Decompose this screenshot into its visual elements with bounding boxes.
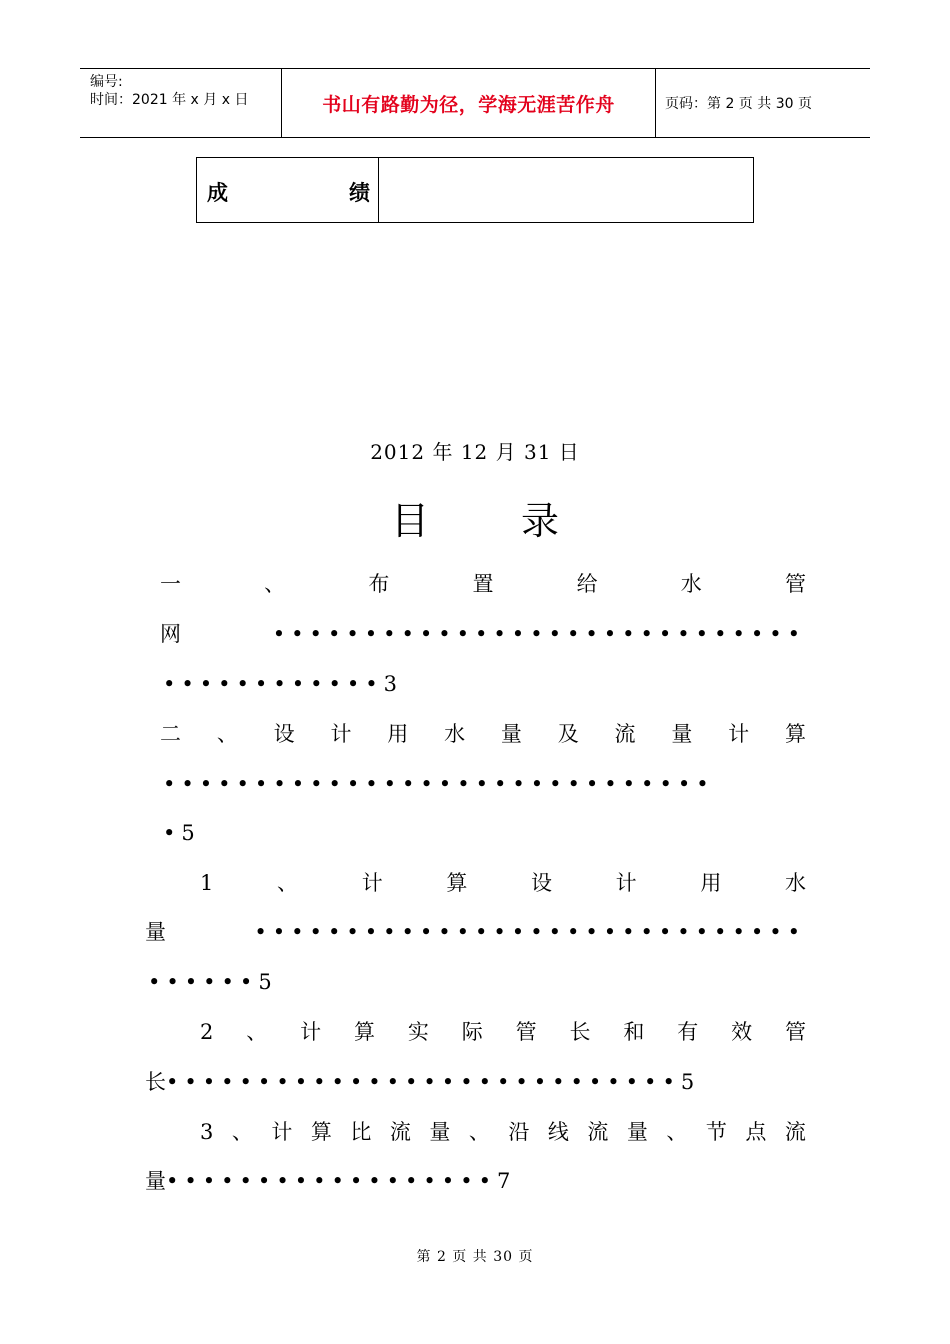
header-motto-cell: [281, 69, 656, 137]
toc-char: 量: [500, 722, 522, 746]
motto-text: 书山有路勤为径，学海无涯苦作舟: [322, 93, 615, 116]
toc-char: 、: [246, 1020, 268, 1044]
document-header: [80, 68, 870, 138]
toc-page-number: 5: [258, 970, 272, 994]
grade-box: [196, 157, 754, 223]
toc-char: 置: [472, 572, 494, 596]
grade-label-char-2: 绩: [349, 181, 370, 205]
toc-char: 、: [666, 1120, 688, 1144]
toc-char: 管: [515, 1020, 537, 1044]
toc-char: 有: [677, 1020, 699, 1044]
toc-char: 算: [310, 1120, 332, 1144]
toc-char: 管: [784, 572, 806, 596]
toc-entry-title: [160, 569, 806, 599]
toc-char: 长: [569, 1020, 591, 1044]
toc-char: 效: [731, 1020, 753, 1044]
toc-char: 量: [429, 1120, 451, 1144]
toc-entry-page-line: [145, 1067, 694, 1097]
toc-char: 设: [531, 871, 552, 895]
toc-char: 际: [461, 1020, 483, 1044]
toc-char: 、: [468, 1120, 490, 1144]
toc-char: 水: [444, 722, 466, 746]
toc-char: 和: [623, 1020, 645, 1044]
toc-char: 、: [231, 1120, 253, 1144]
toc-leader-dots: ••••••••••••••••••: [166, 1169, 497, 1193]
toc-char: 1: [200, 871, 214, 895]
toc-leader-dots: •: [163, 821, 182, 845]
toc-char: 计: [330, 722, 352, 746]
toc-leader-dots: ••••••••••••••••••••••••••••••: [163, 772, 715, 796]
toc-char: 、: [277, 871, 299, 895]
toc-wrap-text: 量: [145, 1169, 166, 1193]
toc-char: 、: [216, 722, 238, 746]
toc-leader-dots: ••••••••••••••••••••••••••••: [166, 1070, 681, 1094]
toc-char: 一: [160, 572, 181, 596]
toc-char: 沿: [508, 1120, 530, 1144]
toc-char: 流: [389, 1120, 411, 1144]
toc-leader-dots: ••••••••••••: [163, 672, 384, 696]
toc-char: 计: [728, 722, 750, 746]
toc-char: 流: [784, 1120, 806, 1144]
toc-char: 、: [264, 572, 286, 596]
toc-char: 流: [587, 1120, 609, 1144]
toc-entry-page-line: [145, 1166, 510, 1196]
grade-label-char-1: 成: [207, 181, 228, 205]
toc-char: 实: [407, 1020, 429, 1044]
toc-char: 计: [615, 871, 637, 895]
page-footer: 第 2 页 共 30 页: [416, 1249, 534, 1265]
toc-page-number: 5: [680, 1070, 695, 1094]
toc-char: 水: [784, 871, 806, 895]
toc-char: 算: [446, 871, 468, 895]
toc-entry-dots-line: [163, 769, 806, 799]
toc-char: 量: [671, 722, 693, 746]
toc-wrap-text: 长: [145, 1070, 166, 1094]
toc-entry-title: [200, 1117, 806, 1147]
toc-wrap-text: 量: [145, 920, 166, 944]
toc-entry-page-line: [148, 967, 272, 997]
toc-leader-dots: ••••••••••••••••••••••••••••••: [254, 920, 806, 944]
toc-char: 水: [680, 572, 702, 596]
toc-char: 计: [300, 1020, 322, 1044]
toc-char: 设: [273, 722, 295, 746]
toc-char: 2: [200, 1020, 214, 1044]
toc-entry-title: [200, 868, 806, 898]
toc-char: 管: [785, 1020, 806, 1044]
toc-char: 节: [705, 1120, 727, 1144]
toc-char: 计: [361, 871, 383, 895]
toc-entry-title: [200, 1017, 806, 1047]
toc-char: 用: [387, 722, 409, 746]
toc-entry-page-line: [163, 669, 397, 699]
toc-entry-dots-line: [160, 619, 806, 649]
toc-char: 比: [350, 1120, 372, 1144]
toc-entry-title: [160, 719, 806, 749]
toc-char: 算: [354, 1020, 375, 1044]
toc-char: 3: [200, 1120, 214, 1144]
toc-page-number: 5: [181, 821, 195, 845]
toc-entry-dots-line: [145, 917, 806, 947]
header-page-cell: [655, 69, 870, 137]
toc-leader-dots: ••••••: [148, 970, 259, 994]
header-meta-cell: [80, 69, 281, 137]
toc-wrap-text: 网: [160, 622, 181, 646]
toc-char: 流: [614, 722, 636, 746]
grade-label-cell: [197, 158, 379, 222]
toc-entry-page-line: [163, 818, 195, 848]
toc-leader-dots: •••••••••••••••••••••••••••••: [272, 622, 806, 646]
document-date: 2012 年 12 月 31 日: [370, 440, 580, 464]
toc-title: 目 录: [390, 499, 600, 543]
toc-char: 布: [368, 572, 390, 596]
toc-char: 及: [557, 722, 579, 746]
time-text: 时间：2021 年 x 月 x 日: [90, 92, 249, 108]
toc-char: 用: [700, 871, 722, 895]
toc-char: 计: [271, 1120, 293, 1144]
toc-char: 算: [784, 722, 806, 746]
toc-char: 线: [547, 1120, 569, 1144]
serial-label: 编号:: [90, 74, 123, 90]
toc-page-number: 3: [383, 672, 398, 696]
toc-char: 量: [626, 1120, 648, 1144]
toc-char: 二: [160, 722, 181, 746]
toc-char: 点: [745, 1120, 767, 1144]
toc-page-number: 7: [496, 1169, 511, 1193]
toc-char: 给: [576, 572, 598, 596]
page-info: 页码：第 2 页 共 30 页: [665, 96, 812, 112]
